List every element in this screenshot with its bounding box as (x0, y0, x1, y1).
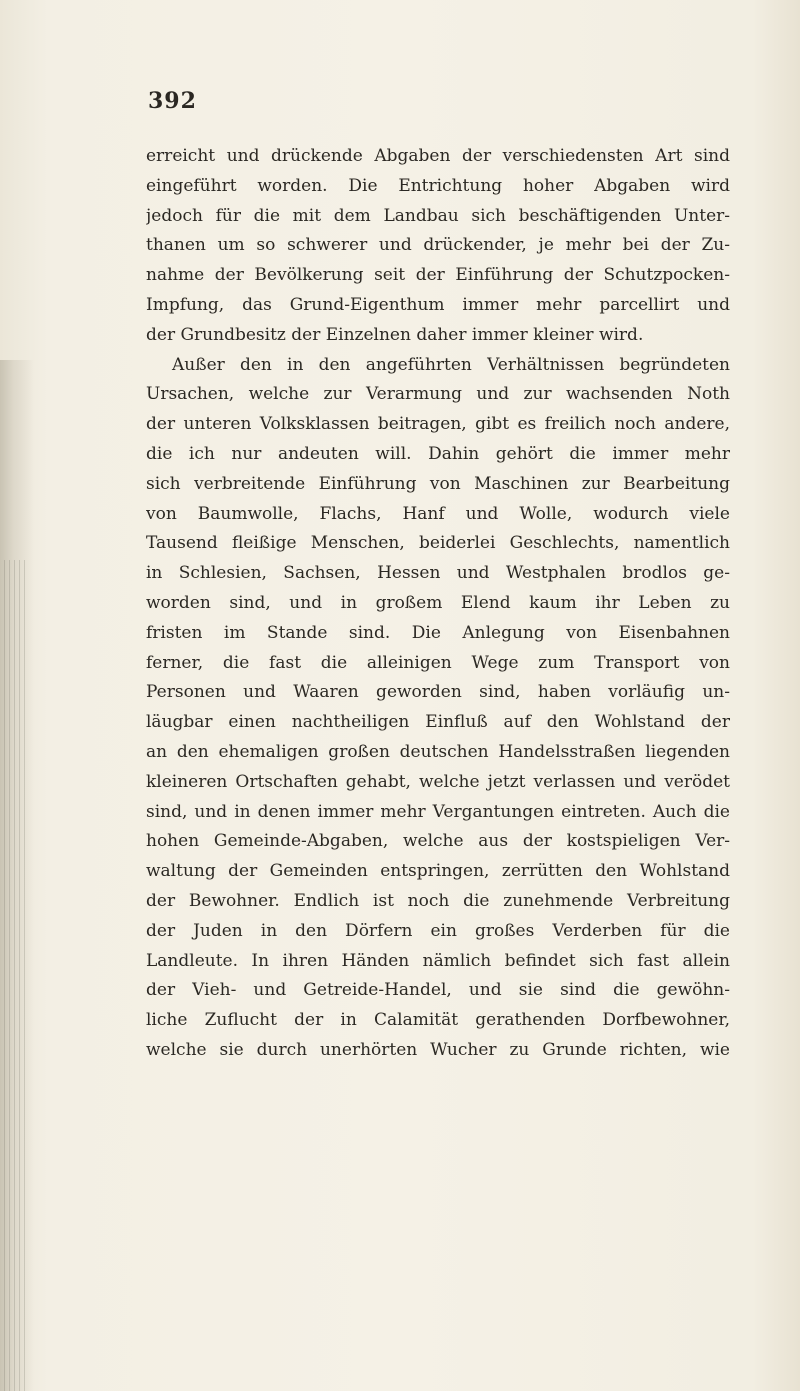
body-text (146, 142, 730, 1066)
text-line: von Baumwolle, Flachs, Hanf und Wolle, wodurch viele (146, 503, 730, 524)
text-line: in Schlesien, Sachsen, Hessen und Westphalen brodlos ge- (146, 563, 730, 584)
text-line: erreicht und drückende Abgaben der verschiedensten Art sind (146, 146, 730, 166)
text-line: welche sie durch unerhörten Wucher zu Grunde richten, wie (146, 1039, 730, 1060)
binding-shadow-lines (4, 560, 28, 1391)
text-line: worden sind, und in großem Elend kaum ihr Leben zu (146, 592, 730, 613)
text-line: thanen um so schwerer und drückender, je mehr bei der Zu- (146, 235, 730, 256)
text-line: Landleute. In ihren Händen nämlich befindet sich fast allein (146, 950, 730, 971)
text-line: fristen im Stande sind. Die Anlegung von Eisenbahnen (146, 622, 730, 643)
text-line: hohen Gemeinde-Abgaben, welche aus der kostspieligen Ver- (146, 831, 730, 852)
text-line: an den ehemaligen großen deutschen Handelsstraßen liegenden (146, 741, 730, 762)
text-line: läugbar einen nachtheiligen Einfluß auf den Wohlstand der (146, 712, 730, 733)
text-line: liche Zuflucht der in Calamität gerathenden Dorfbewohner, (146, 1010, 730, 1031)
text-line: der Bewohner. Endlich ist noch die zunehmende Verbreitung (146, 890, 730, 911)
text-line: jedoch für die mit dem Landbau sich beschäftigenden Unter- (146, 205, 730, 226)
text-line: die ich nur andeuten will. Dahin gehört die immer mehr (146, 443, 730, 464)
text-line: Tausend fleißige Menschen, beiderlei Geschlechts, namentlich (146, 533, 730, 554)
text-line: der Vieh- und Getreide-Handel, und sie sind die gewöhn- (146, 980, 730, 1001)
text-line: der unteren Volksklassen beitragen, gibt es freilich noch andere, (146, 414, 730, 435)
text-line: waltung der Gemeinden entspringen, zerrütten den Wohlstand (146, 861, 730, 882)
text-line: Ursachen, welche zur Verarmung und zur wachsenden Noth (146, 384, 730, 405)
text-line: kleineren Ortschaften gehabt, welche jetzt verlassen und verödet (146, 771, 730, 792)
text-line: Personen und Waaren geworden sind, haben vorläufig un- (146, 682, 730, 703)
text-line: der Grundbesitz der Einzelnen daher immer kleiner wird. (146, 324, 644, 345)
text-line: sind, und in denen immer mehr Vergantungen eintreten. Auch die (146, 801, 730, 822)
text-line: ferner, die fast die alleinigen Wege zum Transport von (146, 652, 730, 673)
text-line: nahme der Bevölkerung seit der Einführung der Schutzpocken- (146, 265, 730, 286)
text-line: sich verbreitende Einführung von Maschinen zur Bearbeitung (146, 473, 730, 494)
text-line: Impfung, das Grund-Eigenthum immer mehr parcellirt und (146, 294, 730, 315)
text-line: der Juden in den Dörfern ein großes Verderben für die (146, 920, 730, 941)
page-number: 392 (148, 88, 197, 114)
text-line: eingeführt worden. Die Entrichtung hoher Abgaben wird (146, 175, 730, 196)
text-line-paragraph-start: Außer den in den angeführten Verhältnissen begründeten (172, 354, 730, 375)
